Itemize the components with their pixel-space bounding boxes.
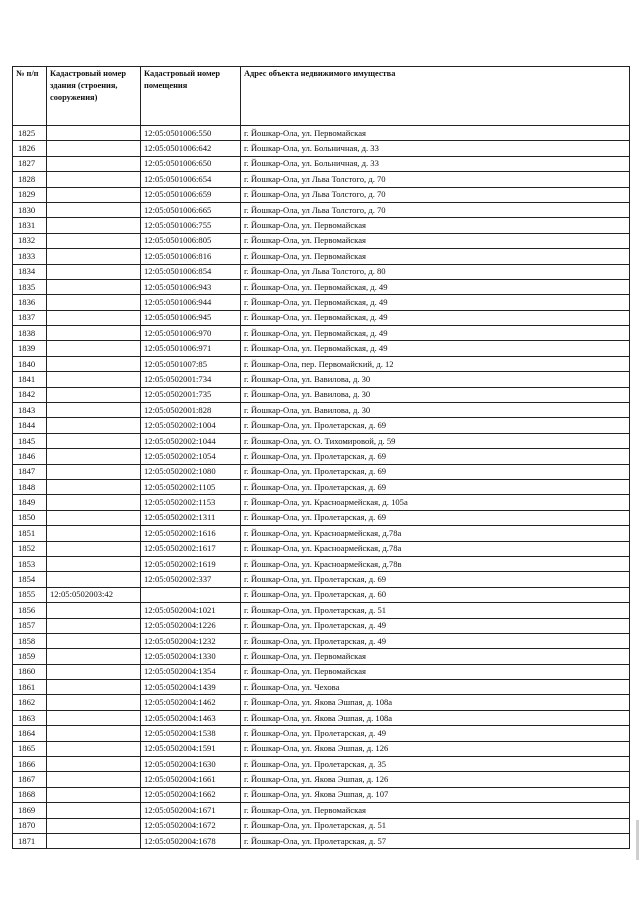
header-row: [13, 67, 630, 126]
premises-cadastral-cell: 12:05:0502002:1619: [141, 556, 241, 571]
row-number: 1828: [13, 172, 47, 187]
building-cadastral-cell: [47, 233, 141, 248]
building-cadastral-cell: [47, 495, 141, 510]
premises-cadastral-cell: 12:05:0501007:85: [141, 356, 241, 371]
document-page: [12, 66, 630, 849]
table-row: [13, 356, 630, 371]
row-number: 1869: [13, 803, 47, 818]
table-row: [13, 233, 630, 248]
building-cadastral-cell: [47, 156, 141, 171]
address-cell: г. Йошкар-Ола, ул. Чехова: [241, 680, 630, 695]
premises-cadastral-cell: 12:05:0502001:735: [141, 387, 241, 402]
table-row: [13, 433, 630, 448]
premises-cadastral-cell: 12:05:0501006:659: [141, 187, 241, 202]
table-row: [13, 803, 630, 818]
address-cell: г. Йошкар-Ола, ул. Красноармейская, д. 105а: [241, 495, 630, 510]
building-cadastral-cell: [47, 603, 141, 618]
building-cadastral-cell: [47, 787, 141, 802]
premises-cadastral-cell: 12:05:0502004:1330: [141, 649, 241, 664]
building-cadastral-cell: [47, 710, 141, 725]
table-row: [13, 156, 630, 171]
building-cadastral-cell: [47, 187, 141, 202]
table-row: [13, 126, 630, 141]
table-row: [13, 387, 630, 402]
table-row: [13, 403, 630, 418]
table-row: [13, 587, 630, 602]
row-number: 1852: [13, 541, 47, 556]
table-row: [13, 510, 630, 525]
table-row: [13, 249, 630, 264]
table-row: [13, 618, 630, 633]
address-cell: г. Йошкар-Ола, ул. Первомайская, д. 49: [241, 279, 630, 294]
row-number: 1841: [13, 372, 47, 387]
table-row: [13, 695, 630, 710]
building-cadastral-cell: [47, 218, 141, 233]
building-cadastral-cell: [47, 833, 141, 848]
table-row: [13, 326, 630, 341]
table-row: [13, 187, 630, 202]
address-cell: г. Йошкар-Ола, ул. Пролетарская, д. 69: [241, 449, 630, 464]
premises-cadastral-cell: 12:05:0501006:805: [141, 233, 241, 248]
table-row: [13, 649, 630, 664]
row-number: 1844: [13, 418, 47, 433]
address-cell: г. Йошкар-Ола, ул. Первомайская: [241, 218, 630, 233]
building-cadastral-cell: [47, 510, 141, 525]
address-cell: г. Йошкар-Ола, ул. Вавилова, д. 30: [241, 403, 630, 418]
table-row: [13, 633, 630, 648]
address-cell: г. Йошкар-Ола, ул. Вавилова, д. 30: [241, 372, 630, 387]
row-number: 1847: [13, 464, 47, 479]
table-row: [13, 172, 630, 187]
premises-cadastral-cell: 12:05:0501006:945: [141, 310, 241, 325]
address-cell: г. Йошкар-Ола, ул. Первомайская: [241, 803, 630, 818]
building-cadastral-cell: [47, 418, 141, 433]
premises-cadastral-cell: 12:05:0502004:1232: [141, 633, 241, 648]
premises-cadastral-cell: 12:05:0502004:1463: [141, 710, 241, 725]
address-cell: г. Йошкар-Ола, ул. Пролетарская, д. 60: [241, 587, 630, 602]
table-row: [13, 264, 630, 279]
premises-cadastral-cell: 12:05:0502004:1354: [141, 664, 241, 679]
row-number: 1836: [13, 295, 47, 310]
building-cadastral-cell: [47, 649, 141, 664]
address-cell: г. Йошкар-Ола, ул. Пролетарская, д. 69: [241, 479, 630, 494]
address-cell: г. Йошкар-Ола, ул. Красноармейская, д.78в: [241, 556, 630, 571]
building-cadastral-cell: [47, 372, 141, 387]
address-cell: г. Йошкар-Ола, ул. Пролетарская, д. 69: [241, 464, 630, 479]
row-number: 1845: [13, 433, 47, 448]
premises-cadastral-cell: 12:05:0502004:1661: [141, 772, 241, 787]
building-cadastral-cell: [47, 141, 141, 156]
building-cadastral-cell: [47, 726, 141, 741]
row-number: 1862: [13, 695, 47, 710]
premises-cadastral-cell: 12:05:0502002:1080: [141, 464, 241, 479]
row-number: 1838: [13, 326, 47, 341]
row-number: 1855: [13, 587, 47, 602]
premises-cadastral-cell: 12:05:0502002:1616: [141, 526, 241, 541]
address-cell: г. Йошкар-Ола, ул. Пролетарская, д. 51: [241, 603, 630, 618]
row-number: 1826: [13, 141, 47, 156]
address-cell: г. Йошкар-Ола, ул. Пролетарская, д. 35: [241, 757, 630, 772]
row-number: 1833: [13, 249, 47, 264]
table-body: [13, 126, 630, 849]
header-address: Адрес объекта недвижимого имущества: [241, 67, 630, 126]
address-cell: г. Йошкар-Ола, ул. Якова Эшпая, д. 107: [241, 787, 630, 802]
address-cell: г. Йошкар-Ола, ул. Пролетарская, д. 57: [241, 833, 630, 848]
row-number: 1853: [13, 556, 47, 571]
row-number: 1867: [13, 772, 47, 787]
table-row: [13, 202, 630, 217]
address-cell: г. Йошкар-Ола, ул Льва Толстого, д. 70: [241, 187, 630, 202]
row-number: 1843: [13, 403, 47, 418]
building-cadastral-cell: [47, 341, 141, 356]
building-cadastral-cell: [47, 695, 141, 710]
building-cadastral-cell: [47, 126, 141, 141]
premises-cadastral-cell: 12:05:0501006:971: [141, 341, 241, 356]
header-number: № п/п: [13, 67, 47, 126]
premises-cadastral-cell: 12:05:0501006:665: [141, 202, 241, 217]
table-row: [13, 341, 630, 356]
premises-cadastral-cell: 12:05:0502004:1462: [141, 695, 241, 710]
premises-cadastral-cell: 12:05:0501006:654: [141, 172, 241, 187]
premises-cadastral-cell: 12:05:0502004:1671: [141, 803, 241, 818]
row-number: 1871: [13, 833, 47, 848]
table-row: [13, 541, 630, 556]
table-row: [13, 295, 630, 310]
building-cadastral-cell: [47, 664, 141, 679]
premises-cadastral-cell: 12:05:0502002:1153: [141, 495, 241, 510]
address-cell: г. Йошкар-Ола, ул. Первомайская: [241, 126, 630, 141]
row-number: 1870: [13, 818, 47, 833]
table-row: [13, 603, 630, 618]
row-number: 1827: [13, 156, 47, 171]
address-cell: г. Йошкар-Ола, ул. Первомайская: [241, 249, 630, 264]
building-cadastral-cell: [47, 295, 141, 310]
premises-cadastral-cell: 12:05:0502001:734: [141, 372, 241, 387]
premises-cadastral-cell: 12:05:0502002:337: [141, 572, 241, 587]
premises-cadastral-cell: 12:05:0502004:1226: [141, 618, 241, 633]
row-number: 1825: [13, 126, 47, 141]
table-row: [13, 833, 630, 848]
premises-cadastral-cell: 12:05:0501006:650: [141, 156, 241, 171]
address-cell: г. Йошкар-Ола, ул. Якова Эшпая, д. 126: [241, 741, 630, 756]
table-row: [13, 710, 630, 725]
premises-cadastral-cell: 12:05:0501006:550: [141, 126, 241, 141]
building-cadastral-cell: [47, 572, 141, 587]
address-cell: г. Йошкар-Ола, ул. Пролетарская, д. 49: [241, 618, 630, 633]
row-number: 1865: [13, 741, 47, 756]
building-cadastral-cell: [47, 279, 141, 294]
table-row: [13, 818, 630, 833]
row-number: 1848: [13, 479, 47, 494]
row-number: 1851: [13, 526, 47, 541]
premises-cadastral-cell: 12:05:0501006:854: [141, 264, 241, 279]
building-cadastral-cell: [47, 403, 141, 418]
table-row: [13, 556, 630, 571]
row-number: 1854: [13, 572, 47, 587]
building-cadastral-cell: [47, 464, 141, 479]
premises-cadastral-cell: 12:05:0501006:970: [141, 326, 241, 341]
building-cadastral-cell: [47, 618, 141, 633]
building-cadastral-cell: [47, 803, 141, 818]
address-cell: г. Йошкар-Ола, ул Льва Толстого, д. 70: [241, 202, 630, 217]
row-number: 1858: [13, 633, 47, 648]
premises-cadastral-cell: 12:05:0501006:642: [141, 141, 241, 156]
address-cell: г. Йошкар-Ола, ул. Пролетарская, д. 49: [241, 726, 630, 741]
address-cell: г. Йошкар-Ола, ул. Первомайская, д. 49: [241, 295, 630, 310]
row-number: 1840: [13, 356, 47, 371]
building-cadastral-cell: [47, 541, 141, 556]
building-cadastral-cell: [47, 449, 141, 464]
building-cadastral-cell: [47, 633, 141, 648]
premises-cadastral-cell: 12:05:0502004:1630: [141, 757, 241, 772]
table-row: [13, 372, 630, 387]
premises-cadastral-cell: 12:05:0501006:943: [141, 279, 241, 294]
address-cell: г. Йошкар-Ола, ул. Первомайская, д. 49: [241, 310, 630, 325]
premises-cadastral-cell: 12:05:0502004:1678: [141, 833, 241, 848]
premises-cadastral-cell: 12:05:0502001:828: [141, 403, 241, 418]
address-cell: г. Йошкар-Ола, ул. Больничная, д. 33: [241, 141, 630, 156]
address-cell: г. Йошкар-Ола, ул. Первомайская, д. 49: [241, 341, 630, 356]
building-cadastral-cell: [47, 264, 141, 279]
premises-cadastral-cell: 12:05:0502004:1439: [141, 680, 241, 695]
address-cell: г. Йошкар-Ола, ул Льва Толстого, д. 70: [241, 172, 630, 187]
row-number: 1846: [13, 449, 47, 464]
table-row: [13, 279, 630, 294]
table-row: [13, 741, 630, 756]
row-number: 1849: [13, 495, 47, 510]
address-cell: г. Йошкар-Ола, ул. Пролетарская, д. 69: [241, 510, 630, 525]
premises-cadastral-cell: 12:05:0502004:1672: [141, 818, 241, 833]
premises-cadastral-cell: 12:05:0502002:1044: [141, 433, 241, 448]
address-cell: г. Йошкар-Ола, ул. Первомайская: [241, 233, 630, 248]
building-cadastral-cell: 12:05:0502003:42: [47, 587, 141, 602]
row-number: 1863: [13, 710, 47, 725]
address-cell: г. Йошкар-Ола, ул. Якова Эшпая, д. 126: [241, 772, 630, 787]
premises-cadastral-cell: 12:05:0501006:944: [141, 295, 241, 310]
row-number: 1868: [13, 787, 47, 802]
table-row: [13, 572, 630, 587]
building-cadastral-cell: [47, 680, 141, 695]
premises-cadastral-cell: 12:05:0502002:1105: [141, 479, 241, 494]
premises-cadastral-cell: 12:05:0502004:1538: [141, 726, 241, 741]
address-cell: г. Йошкар-Ола, ул. Якова Эшпая, д. 108а: [241, 710, 630, 725]
building-cadastral-cell: [47, 433, 141, 448]
premises-cadastral-cell: 12:05:0502002:1617: [141, 541, 241, 556]
header-premises-cadastral: Кадастровый номер помещения: [141, 67, 241, 126]
table-row: [13, 726, 630, 741]
table-row: [13, 310, 630, 325]
address-cell: г. Йошкар-Ола, ул. Пролетарская, д. 69: [241, 418, 630, 433]
address-cell: г. Йошкар-Ола, ул. Красноармейская, д.78а: [241, 526, 630, 541]
row-number: 1831: [13, 218, 47, 233]
table-row: [13, 449, 630, 464]
premises-cadastral-cell: 12:05:0502004:1591: [141, 741, 241, 756]
address-cell: г. Йошкар-Ола, ул. Больничная, д. 33: [241, 156, 630, 171]
address-cell: г. Йошкар-Ола, ул. Пролетарская, д. 69: [241, 572, 630, 587]
row-number: 1832: [13, 233, 47, 248]
row-number: 1860: [13, 664, 47, 679]
address-cell: г. Йошкар-Ола, пер. Первомайский, д. 12: [241, 356, 630, 371]
building-cadastral-cell: [47, 757, 141, 772]
table-row: [13, 479, 630, 494]
row-number: 1842: [13, 387, 47, 402]
table-row: [13, 141, 630, 156]
address-cell: г. Йошкар-Ола, ул. Якова Эшпая, д. 108а: [241, 695, 630, 710]
building-cadastral-cell: [47, 772, 141, 787]
building-cadastral-cell: [47, 356, 141, 371]
building-cadastral-cell: [47, 202, 141, 217]
row-number: 1837: [13, 310, 47, 325]
premises-cadastral-cell: [141, 587, 241, 602]
address-cell: г. Йошкар-Ола, ул. Первомайская: [241, 649, 630, 664]
row-number: 1861: [13, 680, 47, 695]
row-number: 1829: [13, 187, 47, 202]
premises-cadastral-cell: 12:05:0502004:1021: [141, 603, 241, 618]
premises-cadastral-cell: 12:05:0501006:816: [141, 249, 241, 264]
row-number: 1839: [13, 341, 47, 356]
table-row: [13, 787, 630, 802]
address-cell: г. Йошкар-Ола, ул. О. Тихомировой, д. 59: [241, 433, 630, 448]
row-number: 1859: [13, 649, 47, 664]
address-cell: г. Йошкар-Ола, ул. Пролетарская, д. 51: [241, 818, 630, 833]
building-cadastral-cell: [47, 556, 141, 571]
table-row: [13, 664, 630, 679]
address-cell: г. Йошкар-Ола, ул. Первомайская, д. 49: [241, 326, 630, 341]
address-cell: г. Йошкар-Ола, ул. Красноармейская, д.78а: [241, 541, 630, 556]
address-cell: г. Йошкар-Ола, ул. Пролетарская, д. 49: [241, 633, 630, 648]
premises-cadastral-cell: 12:05:0502002:1311: [141, 510, 241, 525]
row-number: 1856: [13, 603, 47, 618]
row-number: 1834: [13, 264, 47, 279]
premises-cadastral-cell: 12:05:0502002:1004: [141, 418, 241, 433]
premises-cadastral-cell: 12:05:0501006:755: [141, 218, 241, 233]
table-row: [13, 772, 630, 787]
premises-cadastral-cell: 12:05:0502002:1054: [141, 449, 241, 464]
building-cadastral-cell: [47, 526, 141, 541]
address-cell: г. Йошкар-Ола, ул Льва Толстого, д. 80: [241, 264, 630, 279]
building-cadastral-cell: [47, 387, 141, 402]
table-row: [13, 680, 630, 695]
table-row: [13, 757, 630, 772]
building-cadastral-cell: [47, 741, 141, 756]
address-cell: г. Йошкар-Ола, ул. Вавилова, д. 30: [241, 387, 630, 402]
table-row: [13, 526, 630, 541]
row-number: 1850: [13, 510, 47, 525]
building-cadastral-cell: [47, 172, 141, 187]
row-number: 1864: [13, 726, 47, 741]
row-number: 1835: [13, 279, 47, 294]
address-cell: г. Йошкар-Ола, ул. Первомайская: [241, 664, 630, 679]
header-building-cadastral: Кадастровый номер здания (строения, сооружения): [47, 67, 141, 126]
building-cadastral-cell: [47, 310, 141, 325]
building-cadastral-cell: [47, 479, 141, 494]
row-number: 1866: [13, 757, 47, 772]
row-number: 1830: [13, 202, 47, 217]
property-table: [12, 66, 630, 849]
building-cadastral-cell: [47, 326, 141, 341]
building-cadastral-cell: [47, 818, 141, 833]
table-row: [13, 418, 630, 433]
table-row: [13, 218, 630, 233]
row-number: 1857: [13, 618, 47, 633]
premises-cadastral-cell: 12:05:0502004:1662: [141, 787, 241, 802]
table-row: [13, 495, 630, 510]
building-cadastral-cell: [47, 249, 141, 264]
table-row: [13, 464, 630, 479]
